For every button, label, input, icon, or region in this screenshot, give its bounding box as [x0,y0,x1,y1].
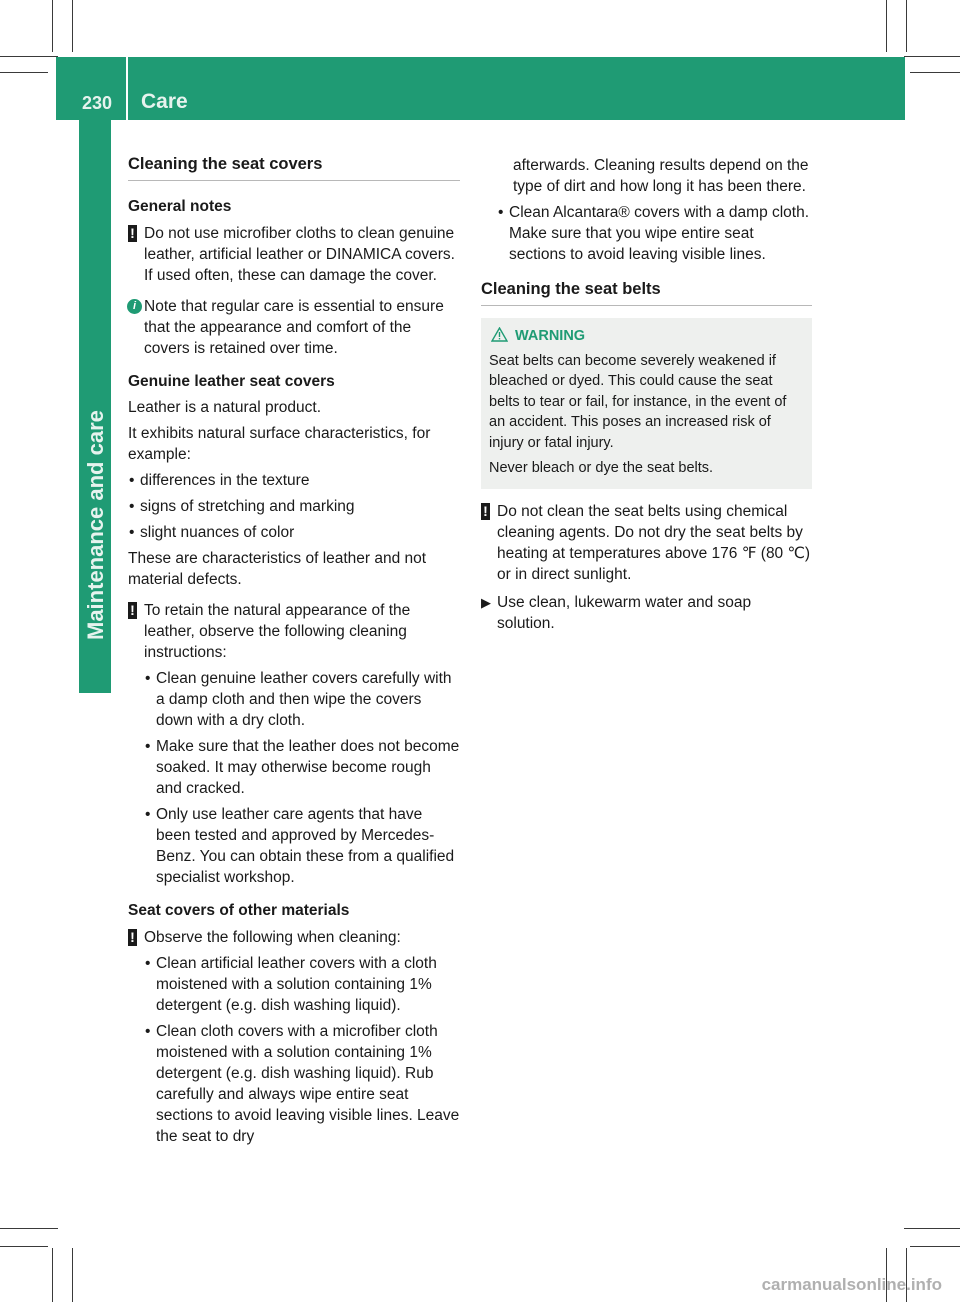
crop-mark [910,72,960,73]
note-text: Observe the following when cleaning: [144,929,401,946]
caution-note [128,927,460,1147]
crop-mark [904,1228,960,1229]
list-item: • differences in the texture [128,470,460,491]
list-item: • Only use leather care agents that have been tested and approved by Mercedes-Benz. You can obtain these from a qualified specialist workshop. [144,804,460,888]
crop-mark [904,56,960,57]
chapter-label: Maintenance and care [83,410,108,640]
caution-note [128,223,460,286]
paragraph: Leather is a natural product. [128,399,322,416]
paragraph: It exhibits natural surface characteristics, for example: [128,425,431,463]
warning-text: Seat belts can become severely weakened if bleached or dyed. This could cause the seat belts to tear or fail, for instance, in the event of an accident. This poses an increased risk of injury or fatal injury. [489,352,787,451]
crop-mark [72,0,73,52]
page-title: Care [141,90,188,113]
note-text: To retain the natural appearance of the leather, observe the following cleaning instructions: [144,602,411,661]
crop-mark [52,1248,53,1302]
watermark: carmanualsonline.info [761,1275,942,1294]
paragraph-continued: afterwards. Cleaning results depend on the type of dirt and how long it has been there. [513,157,809,195]
crop-mark [0,1228,58,1229]
exclamation-icon: ! [481,503,490,520]
crop-mark [886,0,887,52]
right-column [481,155,812,634]
list-item: • Clean Alcantara® covers with a damp cloth. Make sure that you wipe entire seat sections to avoid leaving visible lines. [497,202,812,265]
step-arrow-icon: ▶ [481,594,491,610]
list-item: • signs of stretching and marking [128,496,460,517]
chapter-side-tab [79,120,111,693]
list-item: • Clean artificial leather covers with a cloth moistened with a solution containing 1% detergent (e.g. dish washing liquid). [144,953,460,1016]
left-column [128,154,460,1147]
page-number: 230 [82,93,113,113]
crop-mark [0,72,48,73]
crop-mark [52,0,53,52]
warning-box [481,318,812,489]
crop-mark [0,1246,48,1247]
info-icon: i [127,299,142,314]
warning-icon [491,327,508,342]
crop-mark [906,0,907,52]
section-title: Cleaning the seat covers [128,154,460,181]
list-item: • Clean cloth covers with a microfiber cloth moistened with a solution containing 1% detergent (e.g. dish washing liquid). Rub carefully and always wipe entire seat sections to avoid leaving visible lines. Leave the seat to dry [144,1021,460,1147]
exclamation-icon: ! [128,602,137,619]
subheading-leather: Genuine leather seat covers [128,373,335,390]
info-note [128,296,460,359]
list-item: • slight nuances of color [128,522,460,543]
paragraph: These are characteristics of leather and not material defects. [128,550,427,588]
list-item: • Make sure that the leather does not become soaked. It may otherwise become rough and cracked. [144,736,460,799]
crop-mark [910,1246,960,1247]
note-text: Do not use microfiber cloths to clean genuine leather, artificial leather or DINAMICA covers. If used often, these can damage the cover. [144,225,455,284]
note-text: Note that regular care is essential to ensure that the appearance and comfort of the covers is retained over time. [144,298,444,357]
subheading-other-materials: Seat covers of other materials [128,902,350,919]
crop-mark [0,56,58,57]
list-item: • Clean genuine leather covers carefully with a damp cloth and then wipe the covers down with a dry cloth. [144,668,460,731]
header-divider [126,57,128,120]
subheading-general-notes: General notes [128,198,232,215]
note-text: Do not clean the seat belts using chemical cleaning agents. Do not dry the seat belts by heating at temperatures above 176 ℉ (80 ℃) or in direct sunlight. [497,502,811,583]
caution-note [128,600,460,888]
warning-heading [489,326,804,347]
caution-note [481,501,812,585]
crop-mark [72,1248,73,1302]
instruction-step [481,592,812,634]
warning-text: Never bleach or dye the seat belts. [489,460,714,476]
warning-label: WARNING [515,328,586,344]
exclamation-icon: ! [128,929,137,946]
section-title: Cleaning the seat belts [481,279,812,306]
step-text: Use clean, lukewarm water and soap solution. [497,593,752,632]
exclamation-icon: ! [128,225,137,242]
